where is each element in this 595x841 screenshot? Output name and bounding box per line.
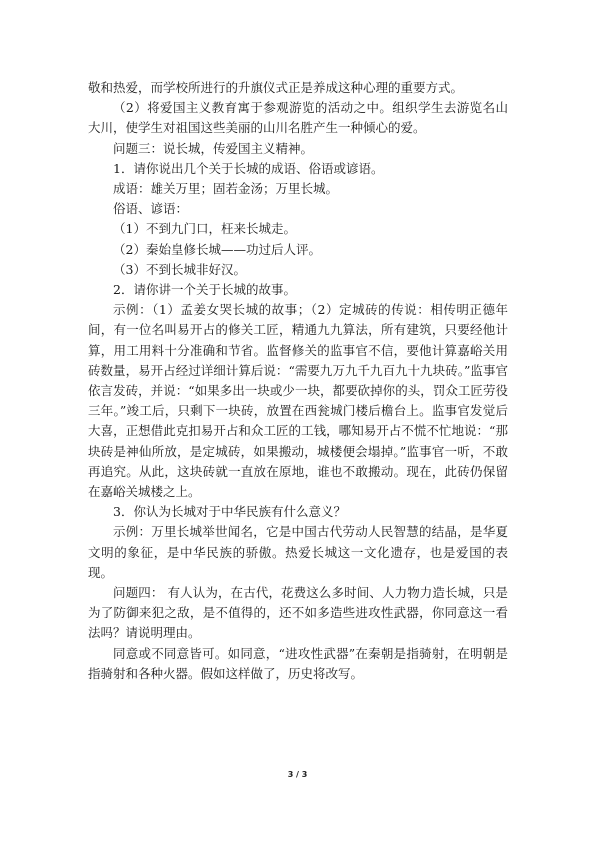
idioms-line: 成语：雄关万里；固若金汤；万里长城。 <box>113 181 339 197</box>
proverb-2: （2）秦始皇修长城——功过后人评。 <box>113 241 321 257</box>
page-number: 3 / 3 <box>287 770 308 779</box>
question-4: 问题四： 有人认为，在古代，花费这么多时间、人力物力造长城，只是为了防御来犯之敌，是不值得的，还不如多造些进攻性武器，你同意这一看法吗？请说明理由。 <box>88 585 508 641</box>
paragraph-2: （2）将爱国主义教育寓于参观游览的活动之中。组织学生去游览名山大川，使学生对祖国这些美丽的山川名胜产生一种倾心的爱。 <box>88 100 508 136</box>
question-3-heading: 问题三：说长城，传爱国主义精神。 <box>113 140 314 156</box>
question-3-item-3: 3．你认为长城对于中华民族有什么意义？ <box>113 504 346 520</box>
proverb-1: （1）不到九门口，枉来长城走。 <box>113 221 296 237</box>
paragraph-1: 敬和热爱，而学校所进行的升旗仪式正是养成这种心理的重要方式。 <box>88 80 464 95</box>
question-3-item-1: 1．请你说出几个关于长城的成语、俗语或谚语。 <box>113 160 384 176</box>
question-3-item-2: 2．请你讲一个关于长城的故事。 <box>113 282 296 298</box>
question-4-answer: 同意或不同意皆可。如同意，“进攻性武器”在秦朝是指骑射，在明朝是指骑射和各种火器。假如这样做了，历史将改写。 <box>88 645 508 681</box>
proverb-3: （3）不到长城非好汉。 <box>113 261 246 277</box>
significance-example: 示例：万里长城举世闻名，它是中国古代劳动人民智慧的结晶，是华夏文明的象征，是中华民族的骄傲。热爱长城这一文化遗存，也是爱国的表现。 <box>88 524 508 580</box>
proverbs-heading: 俗语、谚语： <box>113 201 189 217</box>
document-body <box>88 78 508 684</box>
story-example: 示例：（1）孟姜女哭长城的故事；（2）定城砖的传说：相传明正德年间，有一位名叫易开占的修关工匠，精通九九算法，所有建筑，只要经他计算，用工用料十分准确和节省。监督修关的监事官不信，要他计算嘉峪关用砖数量，易开占经过详细计算后说：“需要九万九千九百九十九块砖。”监事官依言发砖，并说：“如果多出一块或少一块，都要砍掉你的头，罚众工匠劳役三年。”竣工后，只剩下一块砖，放置在西瓮城门楼后檐台上。监事官发觉后大喜，正想借此克扣易开占和众工匠的工钱，哪知易开占不慌不忙地说：“那块砖是神仙所放，是定城砖，如果搬动，城楼便会塌掉。”监事官一听，不敢再追究。从此，这块砖就一直放在原地，谁也不敢搬动。现在，此砖仍保留在嘉峪关城楼之上。 <box>88 302 508 500</box>
